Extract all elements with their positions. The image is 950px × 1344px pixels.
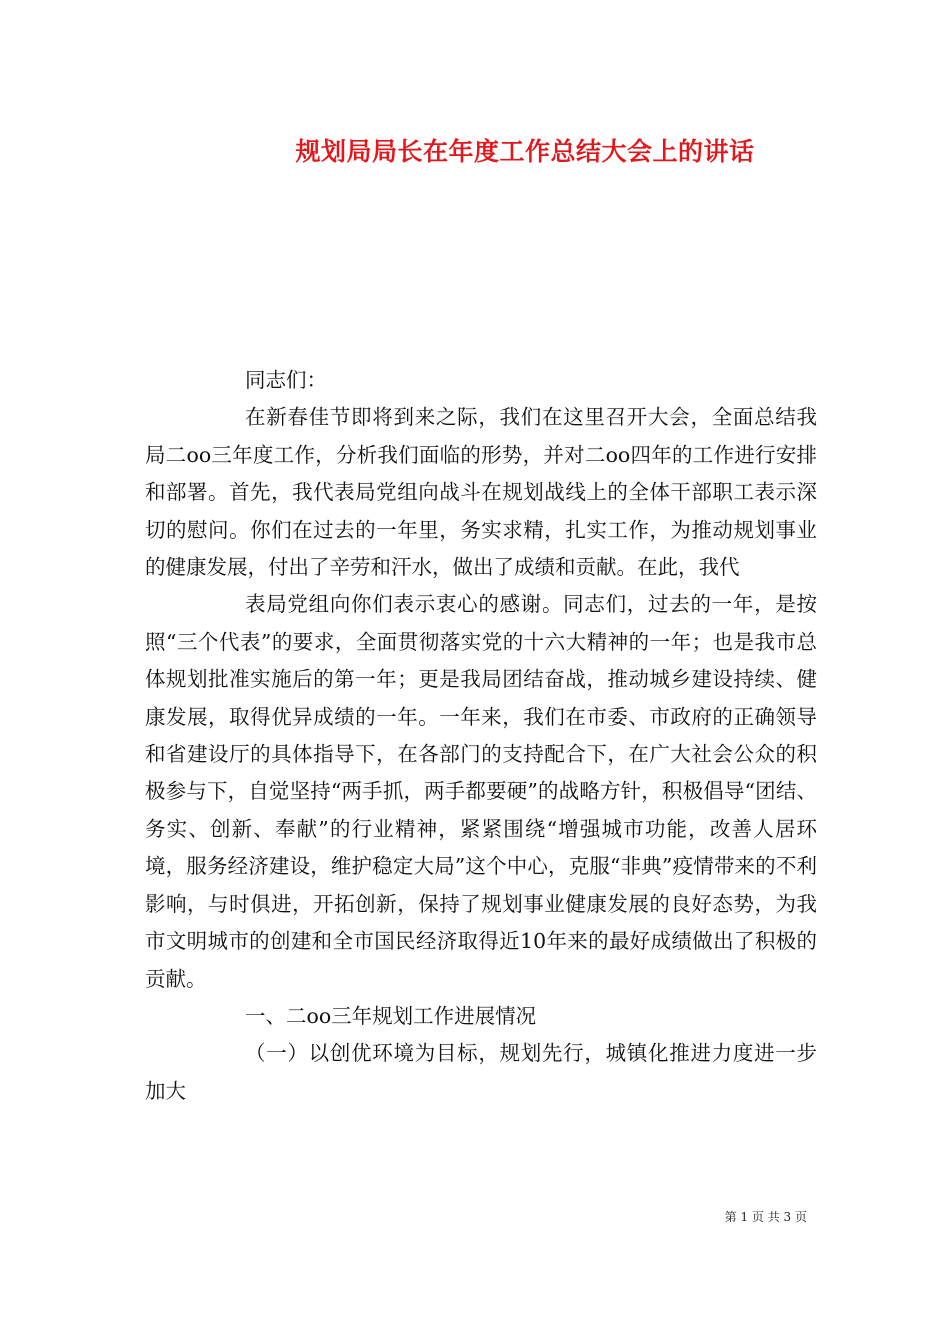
- paragraph-1: 在新春佳节即将到来之际，我们在这里召开大会，全面总结我局二oo三年度工作，分析我们面临的形势，并对二oo四年的工作进行安排和部署。首先，我代表局党组向战斗在规划战线上的全体干部职工表示深切的慰问。你们在过去的一年里，务实求精，扎实工作，为推动规划事业的健康发展，付出了辛劳和汗水，做出了成绩和贡献。在此，我代: [145, 405, 817, 580]
- document-body: [145, 362, 817, 1110]
- section-heading: 一、二oo三年规划工作进展情况: [245, 1003, 537, 1028]
- sub-heading: （一）以创优环境为目标，规划先行，城镇化推进力度进一步加大: [145, 1041, 817, 1103]
- document-title: 规划局局长在年度工作总结大会上的讲话: [295, 137, 755, 166]
- page-footer: 第 1 页 共 3 页: [724, 1210, 807, 1224]
- salutation: 同志们：: [245, 368, 327, 392]
- paragraph-2: 表局党组向你们表示衷心的感谢。同志们，过去的一年，是按照“三个代表”的要求，全面贯彻落实党的十六大精神的一年；也是我市总体规划批准实施后的第一年；更是我局团结奋战，推动城乡建设持续、健康发展，取得优异成绩的一年。一年来，我们在市委、市政府的正确领导和省建设厅的具体指导下，在各部门的支持配合下，在广大社会公众的积极参与下，自觉坚持“两手抓，两手都要硬”的战略方针，积极倡导“团结、务实、创新、奉献”的行业精神，紧紧围绕“增强城市功能，改善人居环境，服务经济建设，维护稳定大局”这个中心，克服“非典”疫情带来的不利影响，与时俱进，开拓创新，保持了规划事业健康发展的良好态势，为我市文明城市的创建和全市国民经济取得近10年来的最好成绩做出了积极的贡献。: [145, 592, 817, 991]
